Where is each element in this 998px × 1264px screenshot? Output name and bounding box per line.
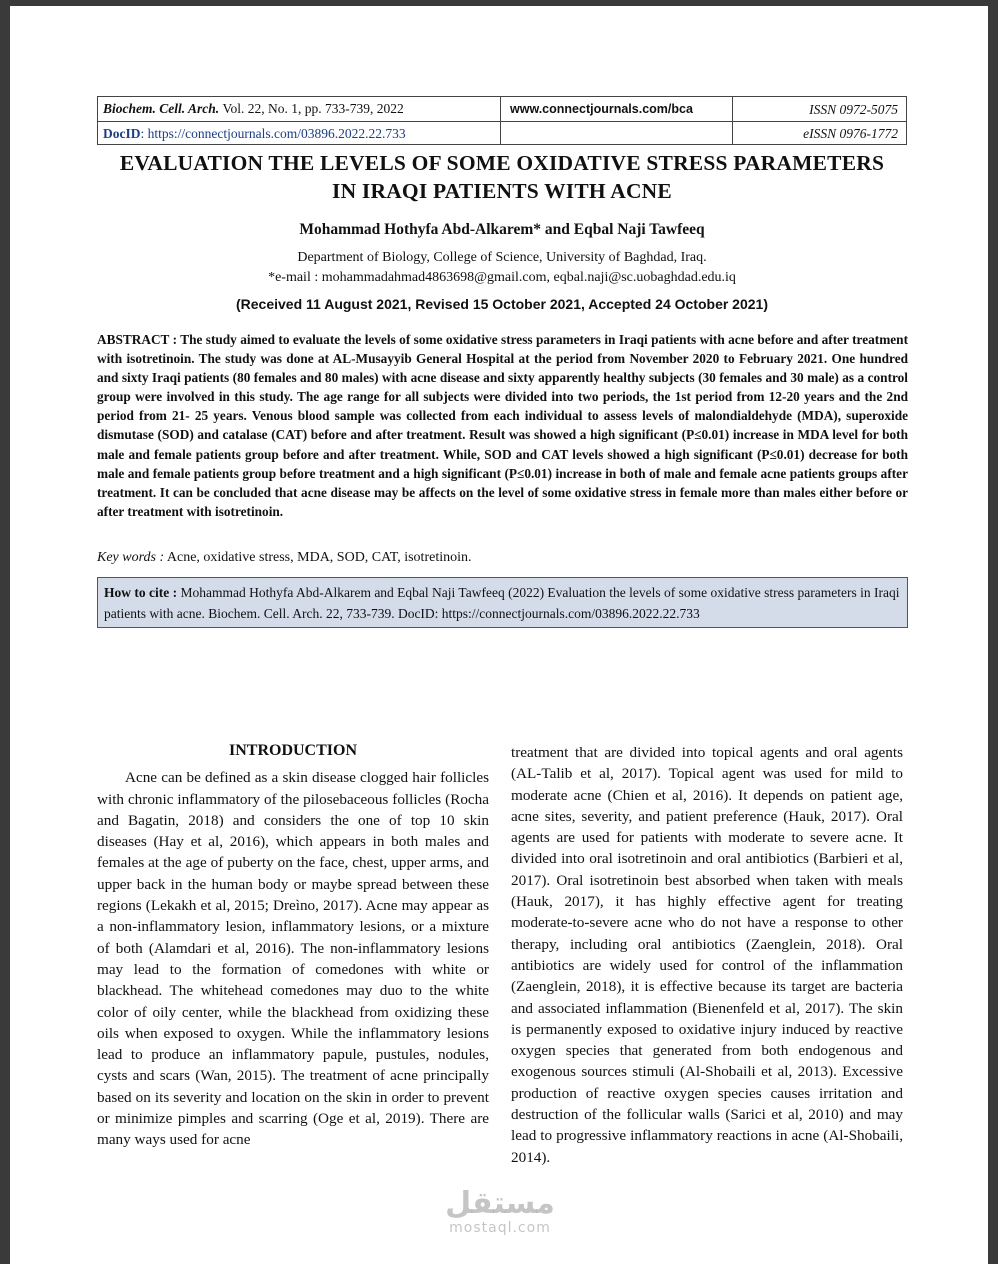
keywords-text: Acne, oxidative stress, MDA, SOD, CAT, isotretinoin. [164, 550, 472, 565]
affiliation-block [60, 248, 944, 288]
eissn: eISSN 0976-1772 [803, 126, 898, 141]
doc-id[interactable] [103, 126, 406, 142]
introduction-heading: INTRODUCTION [228, 742, 357, 759]
abstract: ABSTRACT : The study aimed to evaluate the levels of some oxidative stress parameters in Iraqi patients with acne before and after treatment with isotretinoin. The study was done at AL-Musayyib General Hospital at the period from November 2020 to February 2021. One hundred and sixty Iraqi patients (80 females and 80 males) with acne disease and sixty apparently healthy subjects (30 females and 30 male) as a control group were involved in this study. The age range for all subjects were divided into two periods, the 1st period from 12-20 years and the 2nd period from 21- 25 years. Venous blood sample was collected from each individual to assess levels of malondialdehyde (MDA), superoxide dismutase (SOD) and catalase (CAT) before and after treatment. Result was showed a high significant (P≤0.01) increase in MDA level for both male and female patients group before and after treatment. While, SOD and CAT levels showed a high significant (P≤0.01) decrease for both male and female patients group before treatment and a high significant (P≤0.01) increase in both of male and female acne patients groups after treatment. It can be concluded that acne disease may be affects on the level of some oxidative stress in female more than males either before or after treatment with isotretinoin. [97, 332, 908, 519]
issn: ISSN 0972-5075 [809, 102, 898, 117]
journal-website[interactable]: www.connectjournals.com/bca [510, 102, 693, 116]
journal-citation [103, 101, 404, 117]
body-column-left [97, 740, 489, 1151]
watermark-arabic: مستقل [445, 1186, 555, 1221]
keywords-label: Key words : [97, 550, 165, 565]
journal-header-table [97, 96, 907, 145]
received-dates: (Received 11 August 2021, Revised 15 October 2021, Accepted 24 October 2021) [236, 296, 768, 312]
authors: Mohammad Hothyfa Abd-Alkarem* and Eqbal Naji Tawfeeq [299, 221, 705, 238]
title-line-1: EVALUATION THE LEVELS OF SOME OXIDATIVE STRESS PARAMETERS [119, 151, 885, 175]
introduction-paragraph-right: treatment that are divided into topical agents and oral agents (AL-Talib et al, 2017). Topical agent was used for mild to moderate acne (Chien et al, 2016). It depends on patient age, acne sites, severity, and patient preference (Hauk, 2017). Oral agents are used for patients with moderate to severe acne. It divided into oral isotretinoin and oral antibiotics (Barbieri et al, 2017). Oral isotretinoin best absorbed when taken with meals (Hauk, 2017), it has highly effective agent for treating moderate-to-severe acne who do not have a response to other therapy, including oral antibiotics (Zaenglein, 2018). Oral antibiotics are widely used for control of the inflammation (Zaenglein, 2018), it is effective because its target are bacteria and associated inflammation (Bienenfeld et al, 2017). The skin is permanently exposed to oxidative injury induced by reactive oxygen species that generated from both endogenous and exogenous sources stimuli (Al-Shobaili et al, 2013). Excessive production of reactive oxygen species causes irritation and destruction of the follicular walls (Sarici et al, 2010) and may lead to progressive inflammatory reactions in acne (Al-Shobaili, 2014). [511, 744, 903, 1166]
journal-name: Biochem. Cell. Arch. [103, 101, 220, 116]
doc-id-label: DocID [103, 126, 141, 141]
cite-label: How to cite : [104, 585, 178, 600]
how-to-cite-box [97, 577, 908, 628]
doc-id-link[interactable]: : https://connectjournals.com/03896.2022.22.733 [140, 126, 406, 141]
mostaql-watermark [430, 1188, 570, 1236]
title-line-2: IN IRAQI PATIENTS WITH ACNE [332, 179, 672, 203]
keywords [97, 550, 908, 566]
journal-volume: Vol. 22, No. 1, pp. 733-739, 2022 [222, 101, 404, 116]
header-divider [98, 121, 906, 122]
article-title [60, 149, 944, 205]
affiliation: Department of Biology, College of Science, University of Baghdad, Iraq. [297, 250, 707, 265]
email: *e-mail : mohammadahmad4863698@gmail.com, eqbal.naji@sc.uobaghdad.edu.iq [268, 270, 736, 285]
watermark-latin: mostaql.com [449, 1220, 551, 1236]
introduction-paragraph-left: Acne can be defined as a skin disease clogged hair follicles with chronic inflammatory of the pilosebaceous follicles (Rocha and Bagatin, 2018) and considers the one of top 10 skin diseases (Hay et al, 2016), which appears in both males and females at the age of puberty on the face, chest, upper arms, and upper back in the human body or maybe spread between these regions (Lekakh et al, 2015; Dreìno, 2017). Acne may appear as a non-inflammatory lesion, inflammatory lesions, or a mixture of both (Alamdari et al, 2016). The non-inflammatory lesions may lead to the formation of comedones with white or blackhead. The whitehead comedones may duo to the white color of oily center, while the blackhead from oxidizing these oils when exposed to oxygen. While the inflammatory lesions lead to produce an inflammatory papule, pustules, nodules, cysts and scars (Wan, 2015). The treatment of acne principally based on its severity and location on the skin in order to prevent or minimize pimples and scarring (Oge et al, 2019). There are many ways used for acne [97, 769, 489, 1149]
body-column-right [511, 742, 903, 1168]
cite-text: Mohammad Hothyfa Abd-Alkarem and Eqbal Naji Tawfeeq (2022) Evaluation the levels of some oxidative stress parameters in Iraqi patients with acne. Biochem. Cell. Arch. 22, 733-739. DocID: https://connectjournals.com/03896.2022.22.733 [104, 585, 900, 621]
